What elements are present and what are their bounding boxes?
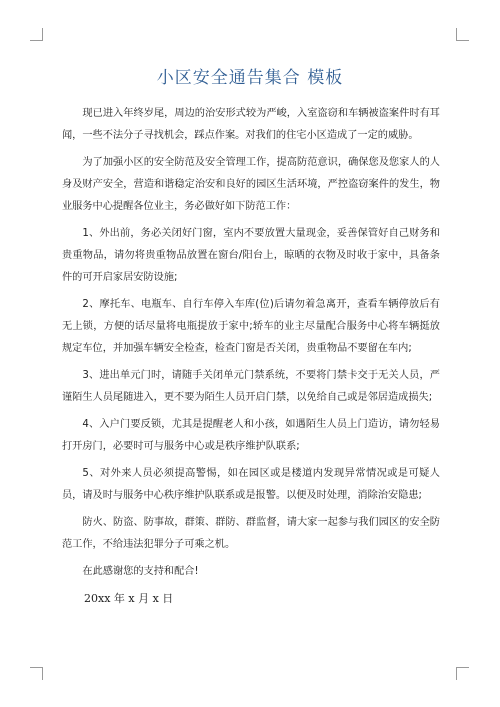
paragraph-item-3: 3、进出单元门时，请随手关闭单元门禁系统，不要将门禁卡交于无关人员，严谨陌生人员尾随进入，更不要为陌生人员开启门禁，以免给自己或是邻居造成损失; [62, 370, 440, 403]
paragraph-item-1: 1、外出前，务必关闭好门窗，室内不要放置大量现金，妥善保管好自己财务和贵重物品，请勿将贵重物品放置在窗台/阳台上，晾晒的衣物及时收于家中，具备条件的可开启家居安防设施; [62, 228, 440, 283]
paragraph-item-4: 4、入户门要反锁，尤其是提醒老人和小孩，如遇陌生人员上门造访，请勿轻易打开房门，必要时可与服务中心或是秩序维护队联系; [62, 419, 440, 452]
crop-mark-top-left [30, 28, 43, 41]
paragraph-item-5: 5、对外来人员必须提高警惕，如在园区或是楼道内发现异常情况或是可疑人员，请及时与服务中心秩序维护队联系或是报警。以便及时处理，消除治安隐患; [62, 468, 440, 501]
crop-mark-bottom-right [456, 667, 469, 680]
document-body [62, 103, 440, 610]
document-title: 小区安全通告集合 模板 [156, 68, 344, 88]
paragraph-thanks: 在此感谢您的支持和配合! [82, 566, 199, 577]
paragraph-purpose: 为了加强小区的安全防范及安全管理工作，提高防范意识，确保您及您家人的人身及财产安全，营造和谐稳定治安和良好的园区生活环境，严控盗窃案件的发生，物业服务中心提醒各位业主，务必做好如下防范工作： [62, 157, 440, 212]
document-date: 20xx 年 x 月 x 日 [84, 592, 174, 605]
paragraph-appeal: 防火、防盗、防事故，群策、群防、群监督，请大家一起参与我们园区的安全防范工作，不给违法犯罪分子可乘之机。 [62, 517, 440, 550]
paragraph-item-2: 2、摩托车、电瓶车、自行车停入车库(位)后请勿着急离开，查看车辆停放后有无上锁，方便的话尽量将电瓶提放于家中;轿车的业主尽量配合服务中心将车辆挺放规定车位，并加强车辆安全检查，检查门窗是否关闭，贵重物品不要留在车内; [62, 299, 440, 354]
paragraph-intro: 现已进入年终岁尾，周边的治安形式较为严峻，入室盗窃和车辆被盗案件时有耳闻，一些不法分子寻找机会，踩点作案。对我们的住宅小区造成了一定的威胁。 [62, 108, 440, 141]
crop-mark-top-right [456, 28, 469, 41]
crop-mark-bottom-left [30, 667, 43, 680]
